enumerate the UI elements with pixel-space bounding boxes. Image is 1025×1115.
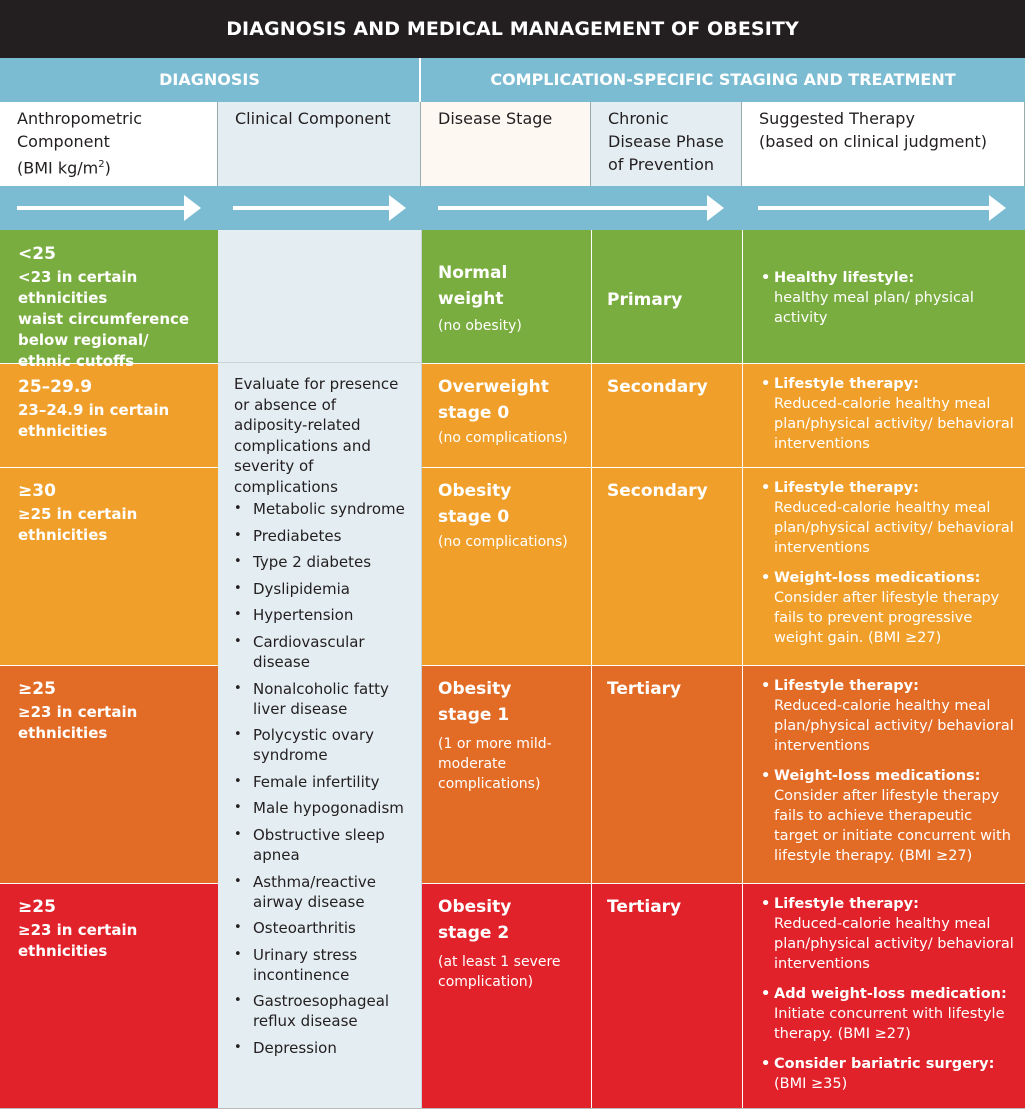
- therapy-description: Consider after lifestyle therapy fails to prevent progressive weight gain. (BMI ≥27): [774, 590, 1000, 646]
- header-anthropometric-line2: Component: [17, 132, 110, 151]
- arrow-right-icon: [17, 206, 185, 210]
- stage-note: (no complications): [438, 534, 568, 550]
- therapy-heading: Lifestyle therapy:: [774, 376, 919, 392]
- therapy-description: healthy meal plan/ physical activity: [774, 290, 974, 326]
- therapy-description: Reduced-calorie healthy meal plan/physical activity/ behavioral interventions: [774, 396, 1014, 452]
- stage-name: stage 1: [438, 705, 510, 725]
- complication-item: • Type 2 diabetes: [234, 552, 414, 572]
- stage-name: weight: [438, 289, 504, 309]
- stage-name: stage 0: [438, 403, 510, 423]
- header-clinical: Clinical Component: [218, 102, 421, 186]
- complication-item: • Prediabetes: [234, 526, 414, 546]
- bmi-note: ethnic cutoffs: [18, 352, 135, 370]
- arrow-right-icon: [184, 195, 201, 221]
- complication-list: [234, 499, 414, 1058]
- bmi-note: ≥25 in certain: [18, 505, 138, 523]
- stage-name: Normal: [438, 263, 508, 283]
- therapy-item: [758, 374, 1018, 454]
- clinical-component: [234, 374, 414, 1065]
- complication-item: • Asthma/reactive airway disease: [234, 872, 414, 912]
- complication-item: • Depression: [234, 1038, 414, 1058]
- stage-cell-normal: [438, 260, 588, 336]
- therapy-cell-obesity2: [758, 894, 1020, 1104]
- complication-item: • Nonalcoholic fatty liver disease: [234, 679, 414, 719]
- therapy-cell-normal: [758, 268, 1018, 338]
- header-phase-line3: of Prevention: [608, 155, 715, 174]
- header-disease-stage: Disease Stage: [421, 102, 591, 186]
- stage-note: (1 or more mild-moderate complications): [438, 736, 552, 792]
- bmi-note: 23–24.9 in certain: [18, 401, 170, 419]
- bmi-value: <25: [18, 244, 56, 264]
- phase-cell-obesity0: Secondary: [607, 481, 708, 501]
- therapy-heading: Lifestyle therapy:: [774, 678, 919, 694]
- therapy-item: [758, 894, 1020, 974]
- clinical-intro: Evaluate for presence or absence of adiposity-related complications and severity of complications: [234, 375, 399, 496]
- therapy-cell-obesity0: [758, 478, 1018, 658]
- therapy-description: (BMI ≥35): [774, 1076, 848, 1092]
- arrow-right-icon: [989, 195, 1006, 221]
- bmi-cell-overweight: [18, 374, 213, 442]
- stage-name: Obesity: [438, 679, 512, 699]
- bmi-cell-obesity0: [18, 478, 213, 546]
- header-prevention-phase: [591, 102, 742, 186]
- therapy-heading: Weight-loss medications:: [774, 768, 981, 784]
- stage-cell-obesity1: [438, 676, 578, 794]
- complication-item: • Osteoarthritis: [234, 918, 414, 938]
- therapy-item: [758, 478, 1018, 558]
- therapy-heading: Lifestyle therapy:: [774, 896, 919, 912]
- therapy-heading: Weight-loss medications:: [774, 570, 981, 586]
- section-band-diagnosis: DIAGNOSIS: [0, 58, 421, 102]
- stage-name: Overweight: [438, 377, 549, 397]
- phase-cell-obesity1: Tertiary: [607, 679, 682, 699]
- therapy-heading: Add weight-loss medication:: [774, 986, 1007, 1002]
- header-suggested-therapy: [742, 102, 1025, 186]
- arrow-right-icon: [707, 195, 724, 221]
- arrow-right-icon: [438, 206, 708, 210]
- therapy-item: [758, 984, 1020, 1044]
- therapy-item: [758, 766, 1020, 866]
- bmi-note: ethnicities: [18, 724, 108, 742]
- complication-item: • Polycystic ovary syndrome: [234, 725, 414, 765]
- header-anthropometric-line1: Anthropometric: [17, 109, 142, 128]
- arrow-right-icon: [389, 195, 406, 221]
- therapy-cell-obesity1: [758, 676, 1020, 876]
- complication-item: • Gastroesophageal reflux disease: [234, 991, 414, 1031]
- phase-cell-overweight: Secondary: [607, 377, 708, 397]
- bmi-note: ≥23 in certain: [18, 703, 138, 721]
- arrow-right-icon: [758, 206, 990, 210]
- therapy-description: Reduced-calorie healthy meal plan/physical activity/ behavioral interventions: [774, 916, 1014, 972]
- header-therapy-line1: Suggested Therapy: [759, 109, 915, 128]
- bmi-note: waist circumference: [18, 310, 190, 328]
- header-phase-line1: Chronic: [608, 109, 669, 128]
- arrow-right-icon: [233, 206, 391, 210]
- bmi-value: ≥30: [18, 481, 56, 501]
- complication-item: • Male hypogonadism: [234, 798, 414, 818]
- stage-note: (no complications): [438, 430, 568, 446]
- bmi-note: ethnicities: [18, 942, 108, 960]
- stage-cell-overweight: [438, 374, 588, 448]
- stage-cell-obesity0: [438, 478, 588, 552]
- bmi-cell-obesity1: [18, 676, 213, 744]
- stage-note: (no obesity): [438, 318, 522, 334]
- bmi-note: below regional/: [18, 331, 149, 349]
- bmi-cell-obesity2: [18, 894, 213, 962]
- bmi-note: ≥23 in certain: [18, 921, 138, 939]
- therapy-item: [758, 1054, 1020, 1094]
- complication-item: • Urinary stress incontinence: [234, 945, 414, 985]
- therapy-heading: Consider bariatric surgery:: [774, 1056, 995, 1072]
- bmi-note: ethnicities: [18, 526, 108, 544]
- bmi-value: 25–29.9: [18, 377, 93, 397]
- complication-item: • Female infertility: [234, 772, 414, 792]
- complication-item: • Cardiovascular disease: [234, 632, 414, 672]
- complication-item: • Obstructive sleep apnea: [234, 825, 414, 865]
- therapy-item: [758, 568, 1018, 648]
- stage-name: stage 0: [438, 507, 510, 527]
- stage-name: stage 2: [438, 923, 510, 943]
- therapy-heading: Lifestyle therapy:: [774, 480, 919, 496]
- header-anthropometric-line3: (BMI $kg/m^2$): [17, 158, 111, 178]
- bmi-value: ≥25: [18, 679, 56, 699]
- stage-name: Obesity: [438, 897, 512, 917]
- header-phase-line2: Disease Phase: [608, 132, 724, 151]
- bmi-value: ≥25: [18, 897, 56, 917]
- complication-item: • Hypertension: [234, 605, 414, 625]
- header-therapy-line2: (based on clinical judgment): [759, 132, 988, 151]
- therapy-description: Reduced-calorie healthy meal plan/physical activity/ behavioral interventions: [774, 500, 1014, 556]
- therapy-description: Consider after lifestyle therapy fails to achieve therapeutic target or initiate concurrent with lifestyle therapy. (BMI ≥27): [774, 788, 1011, 864]
- page-title: DIAGNOSIS AND MEDICAL MANAGEMENT OF OBESITY: [0, 0, 1025, 58]
- header-anthropometric: [0, 102, 218, 186]
- stage-name: Obesity: [438, 481, 512, 501]
- bmi-cell-normal: [18, 241, 213, 372]
- complication-item: • Metabolic syndrome: [234, 499, 414, 519]
- therapy-cell-overweight: [758, 374, 1018, 464]
- therapy-description: Initiate concurrent with lifestyle therapy. (BMI ≥27): [774, 1006, 1005, 1042]
- section-band-staging: COMPLICATION-SPECIFIC STAGING AND TREATMENT: [421, 58, 1025, 102]
- therapy-item: [758, 676, 1020, 756]
- therapy-item: [758, 268, 1018, 328]
- stage-note: (at least 1 severe complication): [438, 954, 561, 990]
- stage-cell-obesity2: [438, 894, 578, 992]
- bmi-note: <23 in certain ethnicities: [18, 268, 138, 307]
- phase-cell-normal: Primary: [607, 290, 683, 310]
- therapy-heading: Healthy lifestyle:: [774, 270, 915, 286]
- therapy-description: Reduced-calorie healthy meal plan/physical activity/ behavioral interventions: [774, 698, 1014, 754]
- complication-item: • Dyslipidemia: [234, 579, 414, 599]
- bmi-note: ethnicities: [18, 422, 108, 440]
- phase-cell-obesity2: Tertiary: [607, 897, 682, 917]
